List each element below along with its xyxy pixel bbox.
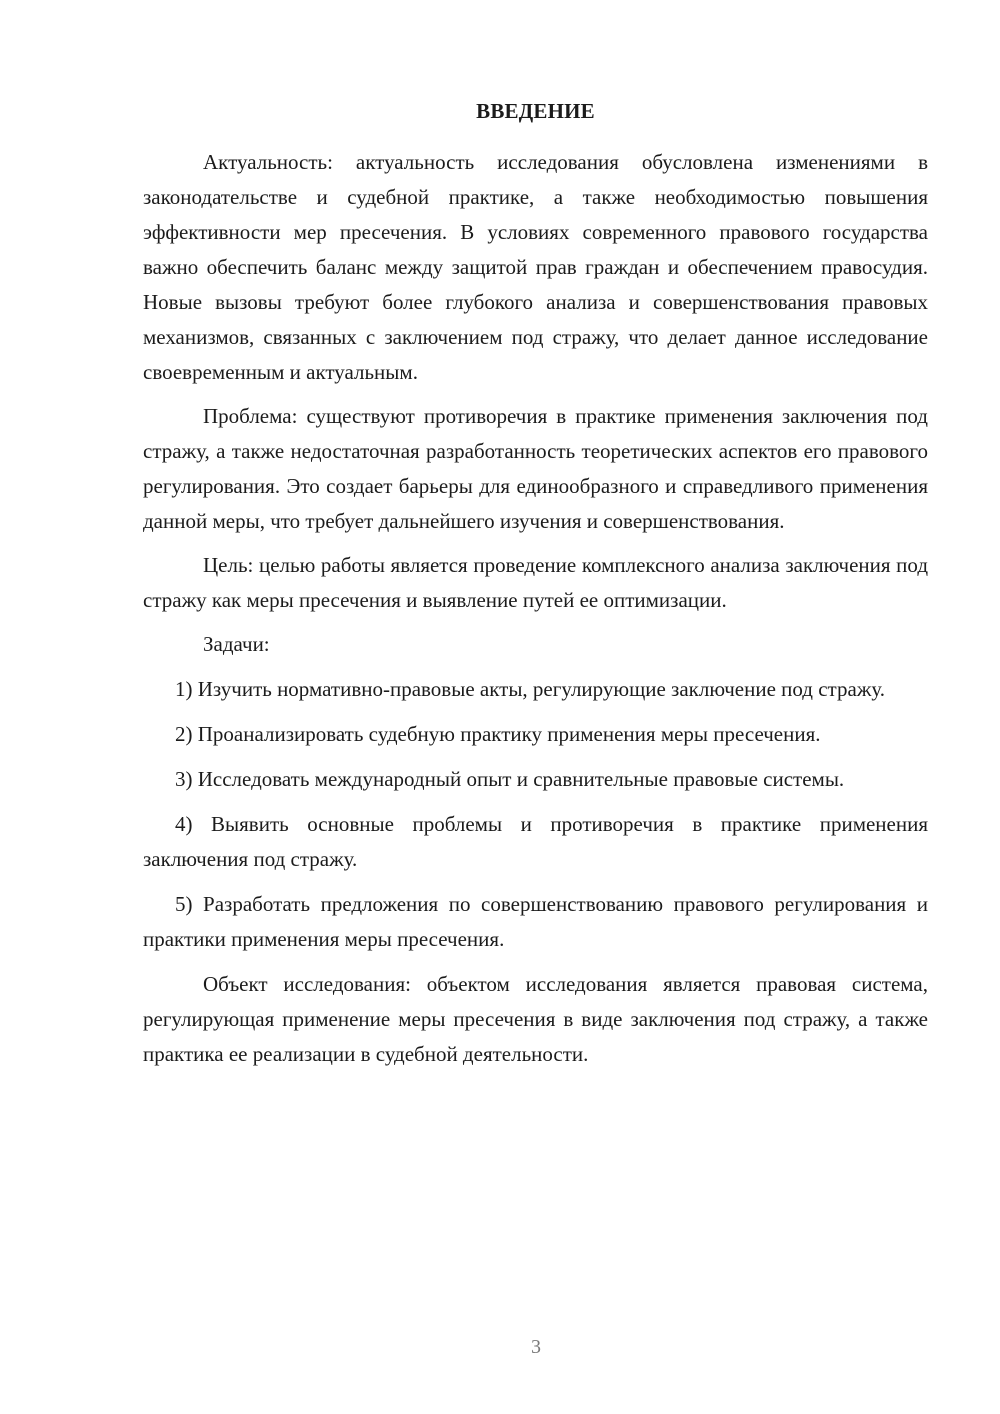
section-title: ВВЕДЕНИЕ (476, 99, 595, 123)
task-item-4: 4) Выявить основные проблемы и противоречия в практике применения заключения под стражу. (143, 812, 928, 871)
paragraph-object: Объект исследования: объектом исследования является правовая система, регулирующая применение меры пресечения в виде заключения под стражу, а также практика ее реализации в судебной деятельности. (143, 972, 928, 1066)
task-item-1: 1) Изучить нормативно-правовые акты, регулирующие заключение под стражу. (175, 677, 885, 701)
task-item-5: 5) Разработать предложения по совершенствованию правового регулирования и практики применения меры пресечения. (143, 892, 928, 951)
paragraph-goal: Цель: целью работы является проведение комплексного анализа заключения под стражу как меры пресечения и выявление путей ее оптимизации. (143, 553, 928, 612)
task-item-2: 2) Проанализировать судебную практику применения меры пресечения. (175, 722, 821, 746)
paragraph-problem: Проблема: существуют противоречия в практике применения заключения под стражу, а также недостаточная разработанность теоретических аспектов его правового регулирования. Это создает барьеры для единообразного и справедливого применения данной меры, что требует дальнейшего изучения и совершенствования. (143, 404, 928, 533)
tasks-heading: Задачи: (203, 632, 270, 656)
paragraph-relevance: Актуальность: актуальность исследования обусловлена изменениями в законодательстве и судебной практике, а также необходимостью повышения эффективности мер пресечения. В условиях современного правового государства важно обеспечить баланс между защитой прав граждан и обеспечением правосудия. Новые вызовы требуют более глубокого анализа и совершенствования правовых механизмов, связанных с заключением под стражу, что делает данное исследование своевременным и актуальным. (143, 150, 928, 384)
page-number: 3 (531, 1336, 541, 1358)
page-content (143, 97, 928, 1072)
task-item-3: 3) Исследовать международный опыт и сравнительные правовые системы. (175, 767, 845, 791)
